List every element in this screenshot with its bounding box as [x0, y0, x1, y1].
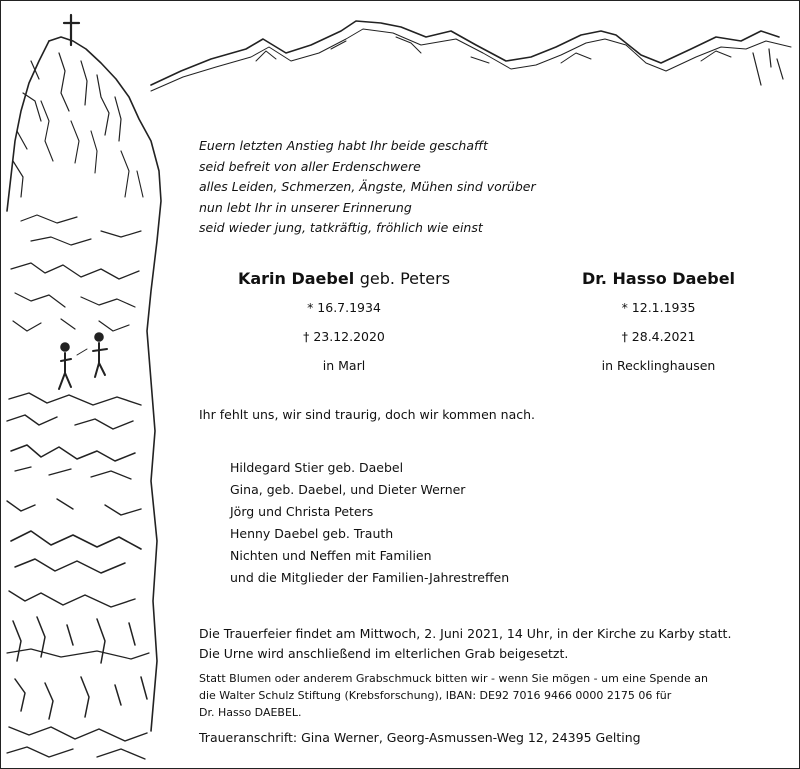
birth-date: * 12.1.1935 — [621, 300, 696, 315]
mourners-list — [230, 457, 509, 589]
deceased-name: Dr. Hasso Daebel — [581, 269, 736, 288]
intro-text: Ihr fehlt uns, wir sind traurig, doch wir kommen nach. — [199, 407, 536, 422]
mourning-address: Traueranschrift: Gina Werner, Georg-Asmussen-Weg 12, 24395 Gelting — [199, 730, 641, 745]
death-date: † 23.12.2020 — [303, 329, 385, 344]
death-date: † 28.4.2021 — [621, 329, 696, 344]
mourner-line: Nichten und Neffen mit Familien — [230, 548, 432, 563]
memorial-poem — [199, 136, 536, 239]
mourner-line: Jörg und Christa Peters — [230, 504, 374, 519]
donation-request — [199, 670, 708, 721]
donation-line: die Walter Schulz Stiftung (Krebsforschung), IBAN: DE92 7016 9466 0000 2175 06 für — [199, 689, 672, 702]
funeral-info — [199, 624, 731, 664]
birth-date: * 16.7.1934 — [307, 300, 381, 315]
poem-line: nun lebt Ihr in unserer Erinnerung — [199, 199, 412, 215]
poem-line: seid befreit von aller Erdenschwere — [199, 158, 421, 174]
deceased-hasso — [531, 269, 786, 373]
deceased-maiden-name: geb. Peters — [359, 269, 451, 288]
poem-line: Euern letzten Anstieg habt Ihr beide geschafft — [199, 138, 488, 153]
mourner-line: Gina, geb. Daebel, und Dieter Werner — [230, 482, 466, 497]
deceased-name — [219, 269, 469, 288]
death-place: in Marl — [322, 358, 366, 373]
deceased-name-text: Karin Daebel — [237, 269, 355, 288]
death-place: in Recklinghausen — [601, 358, 716, 373]
donation-line: Dr. Hasso DAEBEL. — [199, 706, 302, 719]
funeral-line: Die Trauerfeier findet am Mittwoch, 2. Juni 2021, 14 Uhr, in der Kirche zu Karby statt. — [199, 626, 732, 641]
poem-line: seid wieder jung, tatkräftig, fröhlich wie einst — [199, 220, 483, 235]
mourner-line: und die Mitglieder der Familien-Jahrestreffen — [230, 570, 510, 585]
donation-line: Statt Blumen oder anderem Grabschmuck bitten wir - wenn Sie mögen - um eine Spende an — [199, 672, 709, 685]
deceased-karin — [219, 269, 469, 373]
mourner-line: Henny Daebel geb. Trauth — [230, 526, 394, 541]
mourner-line: Hildegard Stier geb. Daebel — [230, 460, 404, 475]
poem-line: alles Leiden, Schmerzen, Ängste, Mühen sind vorüber — [199, 179, 536, 194]
funeral-line: Die Urne wird anschließend im elterlichen Grab beigesetzt. — [199, 646, 569, 661]
